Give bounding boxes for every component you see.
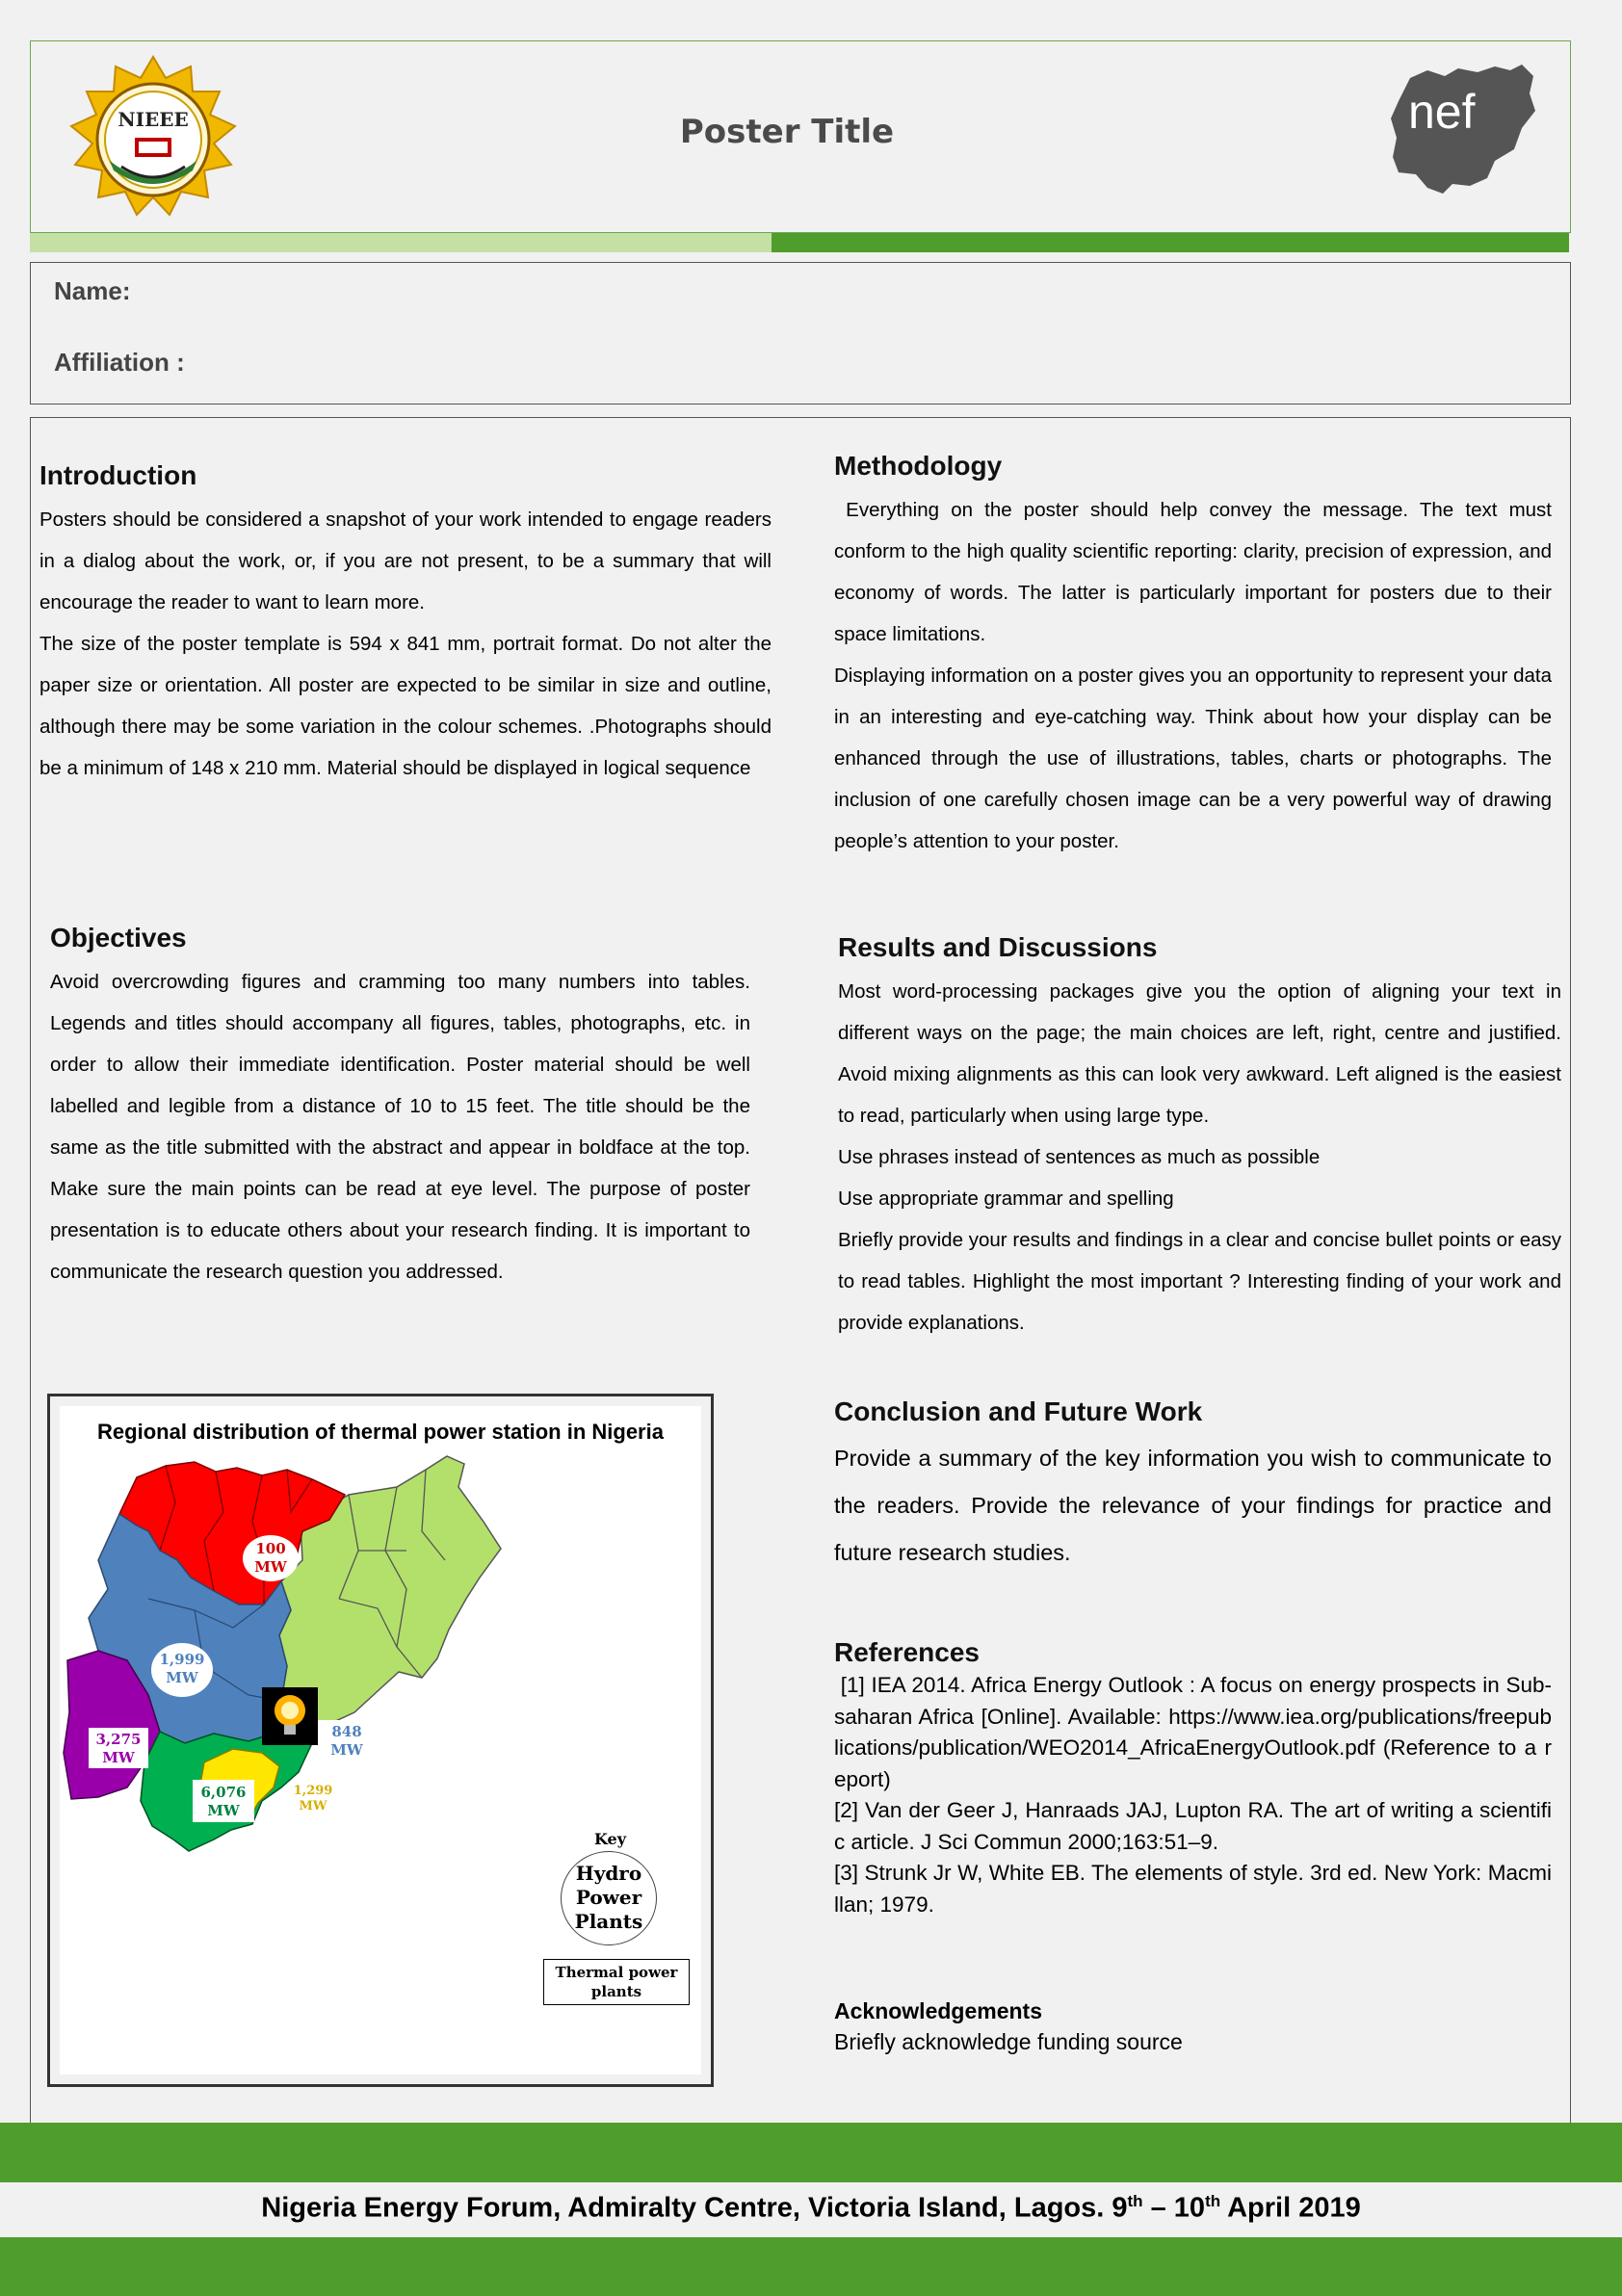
objectives-paragraph: Avoid overcrowding figures and cramming too many numbers into tables. Legends and titles should accompany all figures, tables, photographs, etc. in order to allow their immediate identification. Poster material should be well labelled and legible from a distance of 10 to 15 feet. The title should be the same as the title submitted with the abstract and appear in boldface at the top. Make sure the main points can be read at eye level. The purpose of poster presentation is to educate others about your research finding. It is important to communicate the research question you addressed.	[50, 971, 750, 1283]
footer-event-text: Nigeria Energy Forum, Admiralty Centre, Victoria Island, Lagos. 9th – 10th April 2019	[261, 2192, 1361, 2224]
results-paragraph: Most word-processing packages give you the option of aligning your text in different ways on the page; the main choices are left, right, centre and justified. Avoid mixing alignments as this can look very awkward. Left aligned is the easiest to read, particularly when using large type.	[838, 980, 1561, 1127]
references-heading: References	[834, 1637, 980, 1667]
reference-item: [2] Van der Geer J, Hanraads JAJ, Lupton RA. The art of writing a scientific article. J Sci Commun 2000;163:51–9.	[834, 1798, 1552, 1854]
map-key-title: Key	[594, 1830, 627, 1848]
author-info-box	[30, 262, 1571, 404]
poster-title: Poster Title	[679, 113, 895, 151]
acknowledgements-section	[834, 1996, 1552, 2057]
svg-text:nef: nef	[1408, 85, 1476, 139]
objectives-heading: Objectives	[50, 923, 187, 952]
header-accent-bar-dark	[772, 233, 1569, 252]
footer-bar-top	[0, 2123, 1622, 2182]
methodology-paragraph: Displaying information on a poster gives you an opportunity to represent your data in an interesting and eye-catching way. Think about how your display can be enhanced through the use of illustrations, tables, charts or photographs. The inclusion of one carefully chosen image can be a very powerful way of drawing people’s attention to your poster.	[834, 665, 1552, 852]
acknowledgements-text: Briefly acknowledge funding source	[834, 2029, 1183, 2054]
region-label-south-east: 1,299 MW	[293, 1784, 333, 1813]
introduction-heading: Introduction	[39, 460, 197, 490]
region-label-north-central: 1,999 MW	[151, 1643, 213, 1697]
region-label-north-west: 100 MW	[243, 1535, 299, 1581]
reference-item: [1] IEA 2014. Africa Energy Outlook : A focus on energy prospects in Sub-saharan Africa [Online]. Available: https://www.iea.org/publications/freepublications/publication/WEO2014_AfricaEnergyOutlook.pdf (Reference to a report)	[834, 1673, 1552, 1791]
footer-bar-bottom	[0, 2237, 1622, 2296]
figure-inner	[60, 1406, 701, 2074]
results-paragraph: Use appropriate grammar and spelling	[838, 1187, 1174, 1210]
region-label-middle-belt: 848 MW	[318, 1720, 376, 1761]
methodology-heading: Methodology	[834, 451, 1003, 481]
svg-text:NIEEE: NIEEE	[118, 108, 189, 131]
reference-item: [3] Strunk Jr W, White EB. The elements of style. 3rd ed. New York: Macmillan; 1979.	[834, 1861, 1552, 1917]
header-accent-bar-light	[30, 233, 772, 252]
map-key-thermal: Thermal power plants	[543, 1959, 690, 2005]
introduction-paragraph: Posters should be considered a snapshot of your work intended to engage readers in a dialog about the work, or, if you are not present, to be a summary that will encourage the reader to want to learn more.	[39, 509, 772, 613]
acknowledgements-heading: Acknowledgements	[834, 1998, 1042, 2023]
results-section	[838, 932, 1561, 1344]
region-label-south-west: 3,275 MW	[89, 1728, 148, 1768]
name-label: Name:	[54, 276, 131, 305]
results-paragraph: Briefly provide your results and findings in a clear and concise bullet points or easy to read tables. Highlight the most important ? Interesting finding of your work and provide explanations.	[838, 1229, 1561, 1334]
conclusion-paragraph: Provide a summary of the key information you wish to communicate to the readers. Provide the relevance of your findings for practice and future research studies.	[834, 1446, 1552, 1565]
conclusion-section	[834, 1396, 1552, 1577]
poster-header	[30, 40, 1571, 233]
map-key-hydro: Hydro Power Plants	[561, 1851, 657, 1945]
region-label-south-south: 6,076 MW	[193, 1780, 254, 1822]
results-heading: Results and Discussions	[838, 932, 1158, 962]
results-paragraph: Use phrases instead of sentences as much as possible	[838, 1146, 1321, 1168]
nef-logo	[1389, 61, 1543, 196]
conclusion-heading: Conclusion and Future Work	[834, 1396, 1203, 1426]
methodology-section	[834, 451, 1557, 862]
introduction-section	[39, 460, 772, 789]
figure-title: Regional distribution of thermal power station in Nigeria	[97, 1420, 664, 1444]
introduction-paragraph: The size of the poster template is 594 x 841 mm, portrait format. Do not alter the paper size or orientation. All poster are expected to be similar in size and outline, although there may be some variation in the colour schemes. .Photographs should be a minimum of 148 x 210 mm. Material should be displayed in logical sequence	[39, 633, 772, 779]
references-section	[834, 1637, 1552, 1920]
affiliation-label: Affiliation :	[54, 348, 185, 377]
methodology-paragraph: Everything on the poster should help convey the message. The text must conform to the high quality scientific reporting: clarity, precision of expression, and economy of words. The latter is particularly important for posters due to their space limitations.	[834, 499, 1557, 645]
objectives-section	[50, 923, 750, 1292]
light-bulb-icon	[262, 1687, 318, 1745]
figure-box	[47, 1394, 714, 2087]
